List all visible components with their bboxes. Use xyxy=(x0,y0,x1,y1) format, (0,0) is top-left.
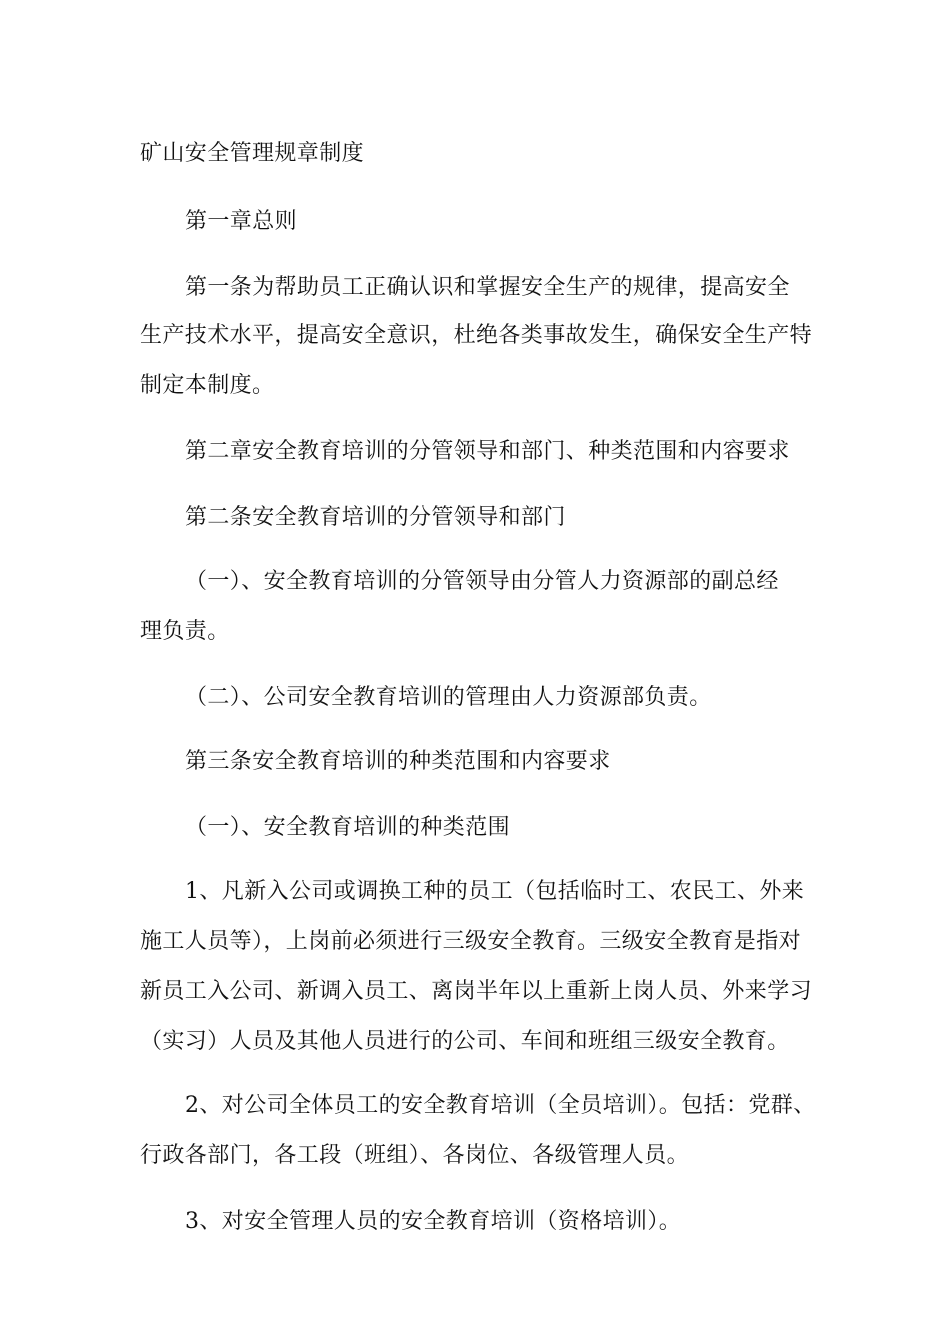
article-heading: 第二条安全教育培训的分管领导和部门 xyxy=(185,505,566,530)
article-heading: 第三条安全教育培训的种类范围和内容要求 xyxy=(185,749,611,774)
paragraph-line: 1、凡新入公司或调换工种的员工（包括临时工、农民工、外来 xyxy=(185,879,805,904)
paragraph-line: 3、对安全管理人员的安全教育培训（资格培训）。 xyxy=(185,1209,682,1234)
paragraph-line: （二）、公司安全教育培训的管理由人力资源部负责。 xyxy=(185,685,712,710)
chapter-heading: 第一章总则 xyxy=(185,209,298,234)
paragraph-line: 生产技术水平，提高安全意识，杜绝各类事故发生，确保安全生产特 xyxy=(140,323,813,348)
paragraph-line: （实习）人员及其他人员进行的公司、车间和班组三级安全教育。 xyxy=(140,1029,790,1054)
paragraph-line: 第一条为帮助员工正确认识和掌握安全生产的规律，提高安全 xyxy=(185,275,790,300)
paragraph-line: 新员工入公司、新调入员工、离岗半年以上重新上岗人员、外来学习 xyxy=(140,979,813,1004)
paragraph-line: （一）、安全教育培训的分管领导由分管人力资源部的副总经 xyxy=(185,569,779,594)
paragraph-line: （一）、安全教育培训的种类范围 xyxy=(185,815,511,840)
paragraph-line: 制定本制度。 xyxy=(140,373,275,398)
paragraph-line: 理负责。 xyxy=(140,619,230,644)
paragraph-line: 行政各部门，各工段（班组）、各岗位、各级管理人员。 xyxy=(140,1143,690,1168)
paragraph-line: 施工人员等），上岗前必须进行三级安全教育。三级安全教育是指对 xyxy=(140,929,802,954)
paragraph-line: 2、对公司全体员工的安全教育培训（全员培训）。包括：党群、 xyxy=(185,1093,816,1118)
chapter-heading: 第二章安全教育培训的分管领导和部门、种类范围和内容要求 xyxy=(185,439,790,464)
document-title: 矿山安全管理规章制度 xyxy=(140,141,365,166)
